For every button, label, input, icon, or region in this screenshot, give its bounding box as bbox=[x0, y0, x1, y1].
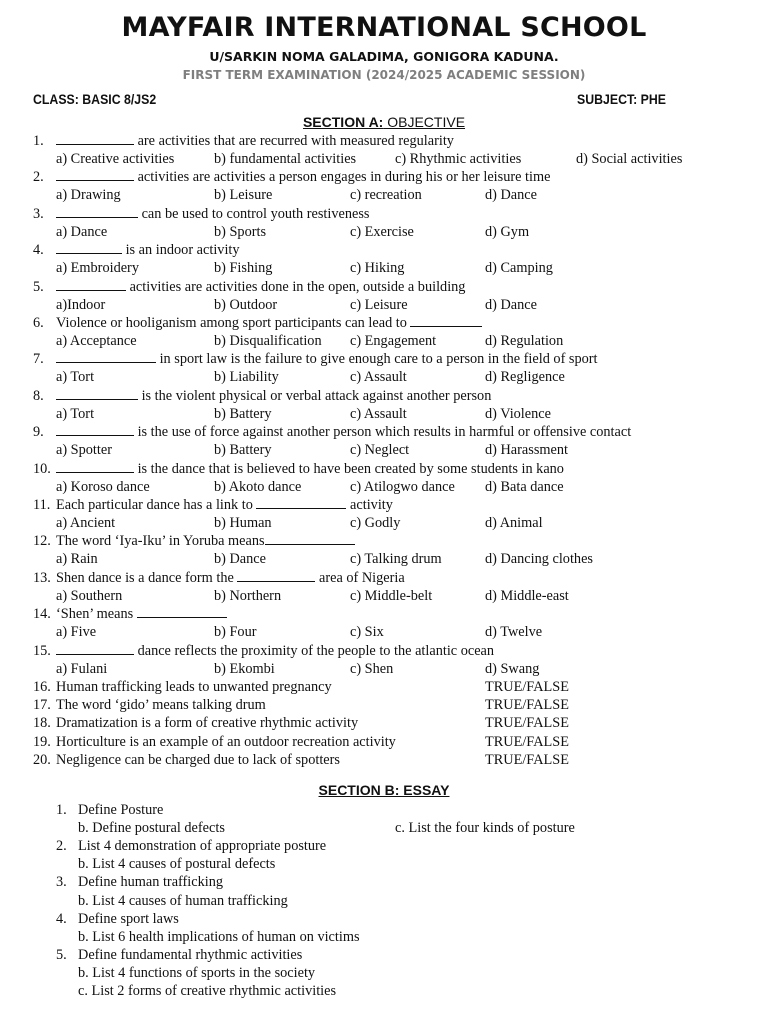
question-text: Negligence can be charged due to lack of spotters bbox=[56, 751, 340, 768]
option-c: c) Middle-belt bbox=[350, 587, 433, 604]
answer-blank bbox=[237, 569, 315, 582]
question-text bbox=[56, 350, 598, 368]
exam-title: FIRST TERM EXAMINATION (2024/2025 ACADEMIC SESSION) bbox=[182, 68, 586, 82]
answer-blank bbox=[56, 460, 134, 473]
question-text-post: in sport law is the failure to give enough care to a person in the field of sport bbox=[156, 351, 598, 368]
essay-text: b. List 4 functions of sports in the society bbox=[78, 964, 316, 981]
essay-number: 4. bbox=[56, 910, 67, 927]
option-d: d) Middle-east bbox=[485, 587, 569, 604]
option-b: b) Northern bbox=[214, 587, 282, 604]
option-b: b) Liability bbox=[214, 369, 279, 386]
question-text bbox=[56, 496, 393, 514]
option-c: c) Godly bbox=[350, 515, 401, 531]
question-text bbox=[56, 605, 227, 623]
school-address: U/SARKIN NOMA GALADIMA, GONIGORA KADUNA. bbox=[209, 49, 559, 64]
option-d: d) Gym bbox=[485, 223, 530, 240]
question-number: 3. bbox=[33, 205, 44, 222]
essay-text: b. List 4 causes of postural defects bbox=[78, 856, 276, 873]
option-a: a) Ancient bbox=[56, 515, 116, 531]
section-a-title bbox=[0, 112, 768, 132]
option-d: d) Dance bbox=[485, 296, 537, 313]
question-text-post: are activities that are recurred with measured regularity bbox=[134, 133, 454, 149]
option-b: b) Outdoor bbox=[214, 296, 278, 313]
option-b: b) Disqualification bbox=[214, 333, 322, 349]
question-number: 9. bbox=[33, 424, 44, 441]
question-number: 5. bbox=[33, 278, 44, 295]
option-a: a) Tort bbox=[56, 405, 95, 422]
question-text-post: activities are activities a person engages in during his or her leisure time bbox=[134, 169, 551, 186]
option-a: a) Tort bbox=[56, 369, 95, 386]
true-false-answer: TRUE/FALSE bbox=[485, 715, 569, 732]
question-number: 12. bbox=[33, 533, 51, 550]
question-number: 2. bbox=[33, 169, 44, 186]
question-number: 13. bbox=[33, 569, 51, 586]
question-number: 15. bbox=[33, 642, 51, 659]
question-text-post: is an indoor activity bbox=[122, 242, 240, 259]
option-c: c) Rhythmic activities bbox=[395, 151, 522, 167]
question-number: 16. bbox=[33, 679, 51, 695]
option-b: b) Fishing bbox=[214, 260, 273, 277]
question-number: 20. bbox=[33, 751, 51, 768]
option-c: c) Assault bbox=[350, 405, 407, 422]
section-a-title-rest: OBJECTIVE bbox=[383, 114, 466, 130]
true-false-answer: TRUE/FALSE bbox=[485, 751, 569, 768]
true-false-answer: TRUE/FALSE bbox=[485, 697, 569, 714]
option-b: b) Four bbox=[214, 624, 257, 641]
essay-text: Define Posture bbox=[78, 802, 164, 818]
option-b: b) Human bbox=[214, 515, 272, 531]
essay-text: b. List 6 health implications of human on victims bbox=[78, 928, 360, 945]
question-text-pre: Shen dance is a dance form the bbox=[56, 569, 238, 586]
option-a: a) Fulani bbox=[56, 660, 108, 677]
option-c: c) Leisure bbox=[350, 296, 408, 313]
question-text-pre: Violence or hooliganism among sport participants can lead to bbox=[56, 315, 411, 331]
answer-blank bbox=[256, 496, 346, 509]
answer-blank bbox=[56, 423, 134, 436]
option-d: d) Social activities bbox=[576, 151, 683, 167]
question-number: 10. bbox=[33, 460, 51, 477]
question-number: 4. bbox=[33, 242, 44, 259]
option-d: d) Regulation bbox=[485, 333, 564, 349]
question-text: The word ‘gido’ means talking drum bbox=[56, 697, 266, 714]
section-b-title bbox=[0, 780, 768, 800]
question-text bbox=[56, 205, 369, 223]
option-a: a) Embroidery bbox=[56, 260, 139, 277]
question-number: 17. bbox=[33, 697, 51, 714]
option-c: c) Neglect bbox=[350, 442, 410, 459]
essay-text: c. List 2 forms of creative rhythmic activities bbox=[78, 983, 337, 999]
question-text bbox=[56, 423, 631, 441]
option-a: a)Indoor bbox=[56, 296, 106, 313]
option-a: a) Spotter bbox=[56, 442, 112, 459]
option-c: c) Engagement bbox=[350, 333, 437, 349]
question-text bbox=[56, 460, 564, 478]
option-d: d) Twelve bbox=[485, 624, 543, 641]
option-b: b) Battery bbox=[214, 442, 272, 459]
option-b: b) Akoto dance bbox=[214, 478, 302, 495]
question-text-post: can be used to control youth restiveness bbox=[138, 205, 370, 222]
question-number: 6. bbox=[33, 315, 44, 331]
essay-text: List 4 demonstration of appropriate posture bbox=[78, 838, 327, 855]
option-a: a) Acceptance bbox=[56, 333, 137, 349]
question-text-post: is the dance that is believed to have been created by some students in kano bbox=[134, 460, 564, 477]
question-text-pre: Each particular dance has a link to bbox=[56, 497, 257, 513]
true-false-answer: TRUE/FALSE bbox=[485, 679, 569, 695]
section-a-title-bold: SECTION A: bbox=[302, 114, 384, 130]
option-c: c) Exercise bbox=[350, 223, 414, 240]
answer-blank bbox=[265, 532, 355, 545]
option-c: c) Talking drum bbox=[350, 551, 442, 568]
question-text-post: activities are activities done in the open, outside a building bbox=[126, 278, 466, 295]
option-b: b) fundamental activities bbox=[214, 151, 357, 167]
question-text-pre: ‘Shen’ means bbox=[56, 606, 137, 623]
answer-blank bbox=[56, 278, 126, 291]
essay-number: 1. bbox=[56, 802, 67, 818]
question-number: 7. bbox=[33, 351, 44, 368]
essay-number: 2. bbox=[56, 838, 67, 855]
option-d: d) Animal bbox=[485, 515, 543, 531]
answer-blank bbox=[56, 205, 138, 218]
question-number: 18. bbox=[33, 715, 51, 732]
option-a: a) Five bbox=[56, 624, 97, 641]
option-d: d) Swang bbox=[485, 660, 540, 677]
option-a: a) Rain bbox=[56, 551, 98, 568]
question-text bbox=[56, 642, 494, 660]
option-b: b) Battery bbox=[214, 405, 272, 422]
question-text bbox=[56, 132, 454, 150]
question-text bbox=[56, 314, 482, 332]
option-d: d) Bata dance bbox=[485, 478, 564, 495]
question-text-pre: The word ‘Iya-Iku’ in Yoruba means bbox=[56, 533, 265, 550]
option-c: c) recreation bbox=[350, 187, 422, 204]
answer-blank bbox=[137, 605, 227, 618]
essay-number: 5. bbox=[56, 946, 67, 963]
option-a: a) Koroso dance bbox=[56, 478, 150, 495]
option-a: a) Southern bbox=[56, 587, 123, 604]
answer-blank bbox=[56, 168, 134, 181]
option-a: a) Drawing bbox=[56, 187, 121, 204]
essay-text: Define human trafficking bbox=[78, 874, 224, 891]
question-text-post: is the violent physical or verbal attack against another person bbox=[138, 387, 492, 404]
option-a: a) Dance bbox=[56, 223, 108, 240]
question-text bbox=[56, 168, 550, 186]
option-b: b) Leisure bbox=[214, 187, 273, 204]
class-label: CLASS: BASIC 8/JS2 bbox=[33, 91, 157, 107]
true-false-answer: TRUE/FALSE bbox=[485, 733, 569, 750]
question-text-post: is the use of force against another person which results in harmful or offensive contact bbox=[134, 424, 632, 441]
essay-extra: c. List the four kinds of posture bbox=[395, 820, 575, 837]
question-text-post: dance reflects the proximity of the people to the atlantic ocean bbox=[134, 642, 495, 659]
option-c: c) Atilogwo dance bbox=[350, 478, 455, 495]
option-b: b) Dance bbox=[214, 551, 266, 568]
option-d: d) Regligence bbox=[485, 369, 565, 386]
question-text bbox=[56, 387, 491, 405]
essay-text: Define sport laws bbox=[78, 910, 179, 927]
option-c: c) Six bbox=[350, 624, 384, 641]
question-text: Human trafficking leads to unwanted pregnancy bbox=[56, 679, 332, 695]
question-text-post: activity bbox=[346, 497, 393, 513]
option-d: d) Camping bbox=[485, 260, 553, 277]
question-text: Horticulture is an example of an outdoor recreation activity bbox=[56, 733, 396, 750]
option-b: b) Ekombi bbox=[214, 660, 275, 677]
essay-number: 3. bbox=[56, 874, 67, 891]
option-d: d) Dancing clothes bbox=[485, 551, 593, 568]
option-d: d) Dance bbox=[485, 187, 537, 204]
essay-text: b. List 4 causes of human trafficking bbox=[78, 892, 288, 909]
option-d: d) Violence bbox=[485, 405, 551, 422]
question-text: Dramatization is a form of creative rhythmic activity bbox=[56, 715, 359, 732]
option-b: b) Sports bbox=[214, 223, 267, 240]
option-c: c) Assault bbox=[350, 369, 407, 386]
essay-text: Define fundamental rhythmic activities bbox=[78, 946, 303, 963]
question-text bbox=[56, 278, 465, 296]
question-text bbox=[56, 241, 240, 259]
option-a: a) Creative activities bbox=[56, 151, 175, 167]
question-text bbox=[56, 532, 355, 550]
essay-text: b. Define postural defects bbox=[78, 820, 225, 837]
answer-blank bbox=[56, 642, 134, 655]
answer-blank bbox=[56, 350, 156, 363]
answer-blank bbox=[410, 314, 482, 327]
subject-label: SUBJECT: PHE bbox=[577, 91, 667, 107]
option-c: c) Hiking bbox=[350, 260, 405, 277]
answer-blank bbox=[56, 132, 134, 145]
section-b-title-text: SECTION B: ESSAY bbox=[318, 782, 450, 798]
answer-blank bbox=[56, 241, 122, 254]
question-text-post: area of Nigeria bbox=[315, 569, 405, 586]
question-number: 8. bbox=[33, 387, 44, 404]
question-number: 14. bbox=[33, 606, 51, 623]
answer-blank bbox=[56, 387, 138, 400]
option-c: c) Shen bbox=[350, 660, 394, 677]
question-number: 19. bbox=[33, 733, 51, 750]
question-text bbox=[56, 569, 405, 587]
school-name: MAYFAIR INTERNATIONAL SCHOOL bbox=[121, 12, 647, 43]
question-number: 1. bbox=[33, 133, 44, 149]
option-d: d) Harassment bbox=[485, 442, 568, 459]
question-number: 11. bbox=[33, 497, 51, 513]
